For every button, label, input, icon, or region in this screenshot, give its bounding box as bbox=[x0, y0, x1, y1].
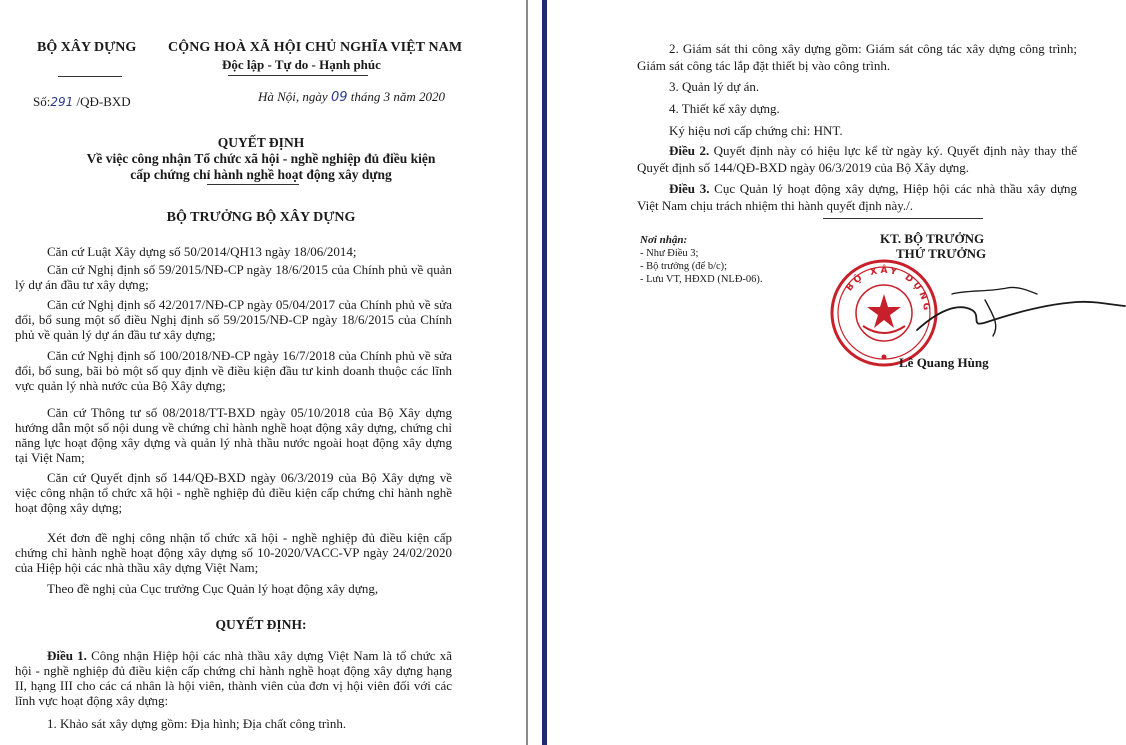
article-3-text: Cục Quản lý hoạt động xây dựng, Hiệp hội các nhà thầu xây dựng Việt Nam chịu trách nhiệm thi hành quyết định này./. bbox=[637, 181, 1077, 213]
legal-basis-paragraph: Căn cứ Nghị định số 100/2018/NĐ-CP ngày 16/7/2018 của Chính phủ về sửa đổi, bổ sung, bãi bỏ một số quy định về điều kiện đầu tư kinh doanh thuộc các lĩnh vực quản lý nhà nước của Bộ Xây dựng; bbox=[15, 348, 452, 393]
document-number-suffix: /QĐ-BXD bbox=[73, 94, 131, 109]
article-1-item-4: 4. Thiết kế xây dựng. bbox=[669, 101, 780, 116]
legal-basis-paragraph: Căn cứ Luật Xây dựng số 50/2014/QH13 ngày 18/06/2014; bbox=[47, 244, 357, 259]
article-1-text: Công nhận Hiệp hội các nhà thầu xây dựng Việt Nam là tổ chức xã hội - nghề nghiệp đủ điều kiện cấp chứng chỉ hành nghề hoạt động xây dựng hạng II, hạng III cho các cá nhân là hội viên, thành viên của đơn vị hội viên đối với các lĩnh vực hoạt động xây dựng: bbox=[15, 648, 452, 708]
signer-position-line-2: THỨ TRƯỞNG bbox=[896, 246, 987, 261]
article-3 bbox=[637, 180, 1077, 214]
signer-position-line-1: KT. BỘ TRƯỞNG bbox=[880, 231, 985, 246]
article-1-item-1: 1. Khảo sát xây dựng gồm: Địa hình; Địa chất công trình. bbox=[47, 716, 347, 731]
document-number-handwritten: 291 bbox=[50, 95, 74, 109]
national-motto: Độc lập - Tự do - Hạnh phúc bbox=[222, 57, 381, 72]
document-page-left bbox=[0, 0, 522, 745]
article-2-text: Quyết định này có hiệu lực kể từ ngày ký. Quyết định này thay thế Quyết định số 144/QĐ-BXD ngày 06/3/2019 của Bộ Xây dựng. bbox=[637, 143, 1077, 175]
legal-basis-paragraph: Căn cứ Thông tư số 08/2018/TT-BXD ngày 05/10/2018 của Bộ Xây dựng hướng dẫn một số nội dung về chứng chỉ hành nghề hoạt động xây dựng, chứng chỉ năng lực hoạt động xây dựng và quản lý nhà thầu nước ngoài hoạt động xây dựng tại Việt Nam; bbox=[15, 405, 452, 465]
legal-basis-paragraph: Căn cứ Quyết định số 144/QĐ-BXD ngày 06/3/2019 của Bộ Xây dựng về việc công nhận tổ chức xã hội - nghề nghiệp đủ điều kiện cấp chứng chỉ hành nghề hoạt động xây dựng; bbox=[15, 470, 452, 515]
article-2-label: Điều 2. bbox=[669, 143, 710, 158]
document-page-right bbox=[547, 0, 1126, 745]
page-edge-line bbox=[526, 0, 528, 745]
recipient-item: - Lưu VT, HĐXD (NLĐ-06). bbox=[640, 274, 763, 285]
decide-heading: QUYẾT ĐỊNH: bbox=[215, 617, 307, 632]
legal-basis-paragraph: Căn cứ Nghị định số 42/2017/NĐ-CP ngày 05/04/2017 của Chính phủ về sửa đổi, bổ sung một số điều Nghị định số 59/2015/NĐ-CP ngày 18/6/2015 của Chính phủ về quản lý dự án đầu tư xây dựng; bbox=[15, 297, 452, 342]
end-rule bbox=[823, 218, 983, 219]
decision-title: QUYẾT ĐỊNH bbox=[217, 135, 305, 150]
article-2 bbox=[637, 142, 1077, 176]
signer-name: Lê Quang Hùng bbox=[899, 355, 989, 370]
recipient-item: - Bộ trưởng (để b/c); bbox=[640, 261, 728, 272]
title-underline bbox=[207, 184, 299, 185]
issue-date bbox=[258, 89, 445, 105]
issue-date-prefix: Hà Nội, ngày bbox=[258, 89, 331, 104]
proposal-paragraph: Theo đề nghị của Cục trưởng Cục Quản lý hoạt động xây dựng, bbox=[47, 581, 379, 596]
decision-subtitle-line-2: cấp chứng chỉ hành nghề hoạt động xây dựng bbox=[130, 167, 392, 182]
article-1-item-3: 3. Quản lý dự án. bbox=[669, 79, 760, 94]
legal-basis-paragraph: Căn cứ Nghị định số 59/2015/NĐ-CP ngày 18/6/2015 của Chính phủ về quản lý dự án đầu tư xây dựng; bbox=[15, 262, 452, 292]
document-number-prefix: Số: bbox=[33, 94, 51, 109]
ministry-underline bbox=[58, 76, 122, 77]
page-divider bbox=[522, 0, 547, 745]
stamp-text: BỘ XÂY DỰNG bbox=[844, 265, 932, 314]
article-1 bbox=[15, 648, 452, 708]
recipient-item: - Như Điều 3; bbox=[640, 248, 699, 259]
issue-date-day-handwritten: 09 bbox=[330, 90, 348, 105]
ministry-name: BỘ XÂY DỰNG bbox=[37, 40, 137, 55]
handwritten-signature bbox=[877, 282, 1126, 342]
motto-underline bbox=[228, 75, 368, 76]
article-3-label: Điều 3. bbox=[669, 181, 710, 196]
decision-subtitle-line-1: Về việc công nhận Tổ chức xã hội - nghề nghiệp đủ điều kiện bbox=[86, 151, 436, 166]
certificate-symbol: Ký hiệu nơi cấp chứng chỉ: HNT. bbox=[669, 123, 843, 138]
recipients-heading: Nơi nhận: bbox=[640, 234, 688, 246]
document-number bbox=[33, 94, 131, 110]
request-paragraph: Xét đơn đề nghị công nhận tổ chức xã hội - nghề nghiệp đủ điều kiện cấp chứng chỉ hành nghề hoạt động xây dựng số 10-2020/VACC-VP ngày 24/02/2020 của Hiệp hội các nhà thầu xây dựng Việt Nam; bbox=[15, 530, 452, 575]
article-1-label: Điều 1. bbox=[47, 648, 87, 663]
issuer-heading: BỘ TRƯỞNG BỘ XÂY DỰNG bbox=[166, 210, 356, 225]
issue-date-suffix: tháng 3 năm 2020 bbox=[347, 89, 445, 104]
national-title: CỘNG HOÀ XÃ HỘI CHỦ NGHĨA VIỆT NAM bbox=[168, 40, 463, 55]
article-1-item-2: 2. Giám sát thi công xây dựng gồm: Giám sát công tác xây dựng công trình; Giám sát công tác lắp đặt thiết bị vào công trình. bbox=[637, 41, 1077, 73]
